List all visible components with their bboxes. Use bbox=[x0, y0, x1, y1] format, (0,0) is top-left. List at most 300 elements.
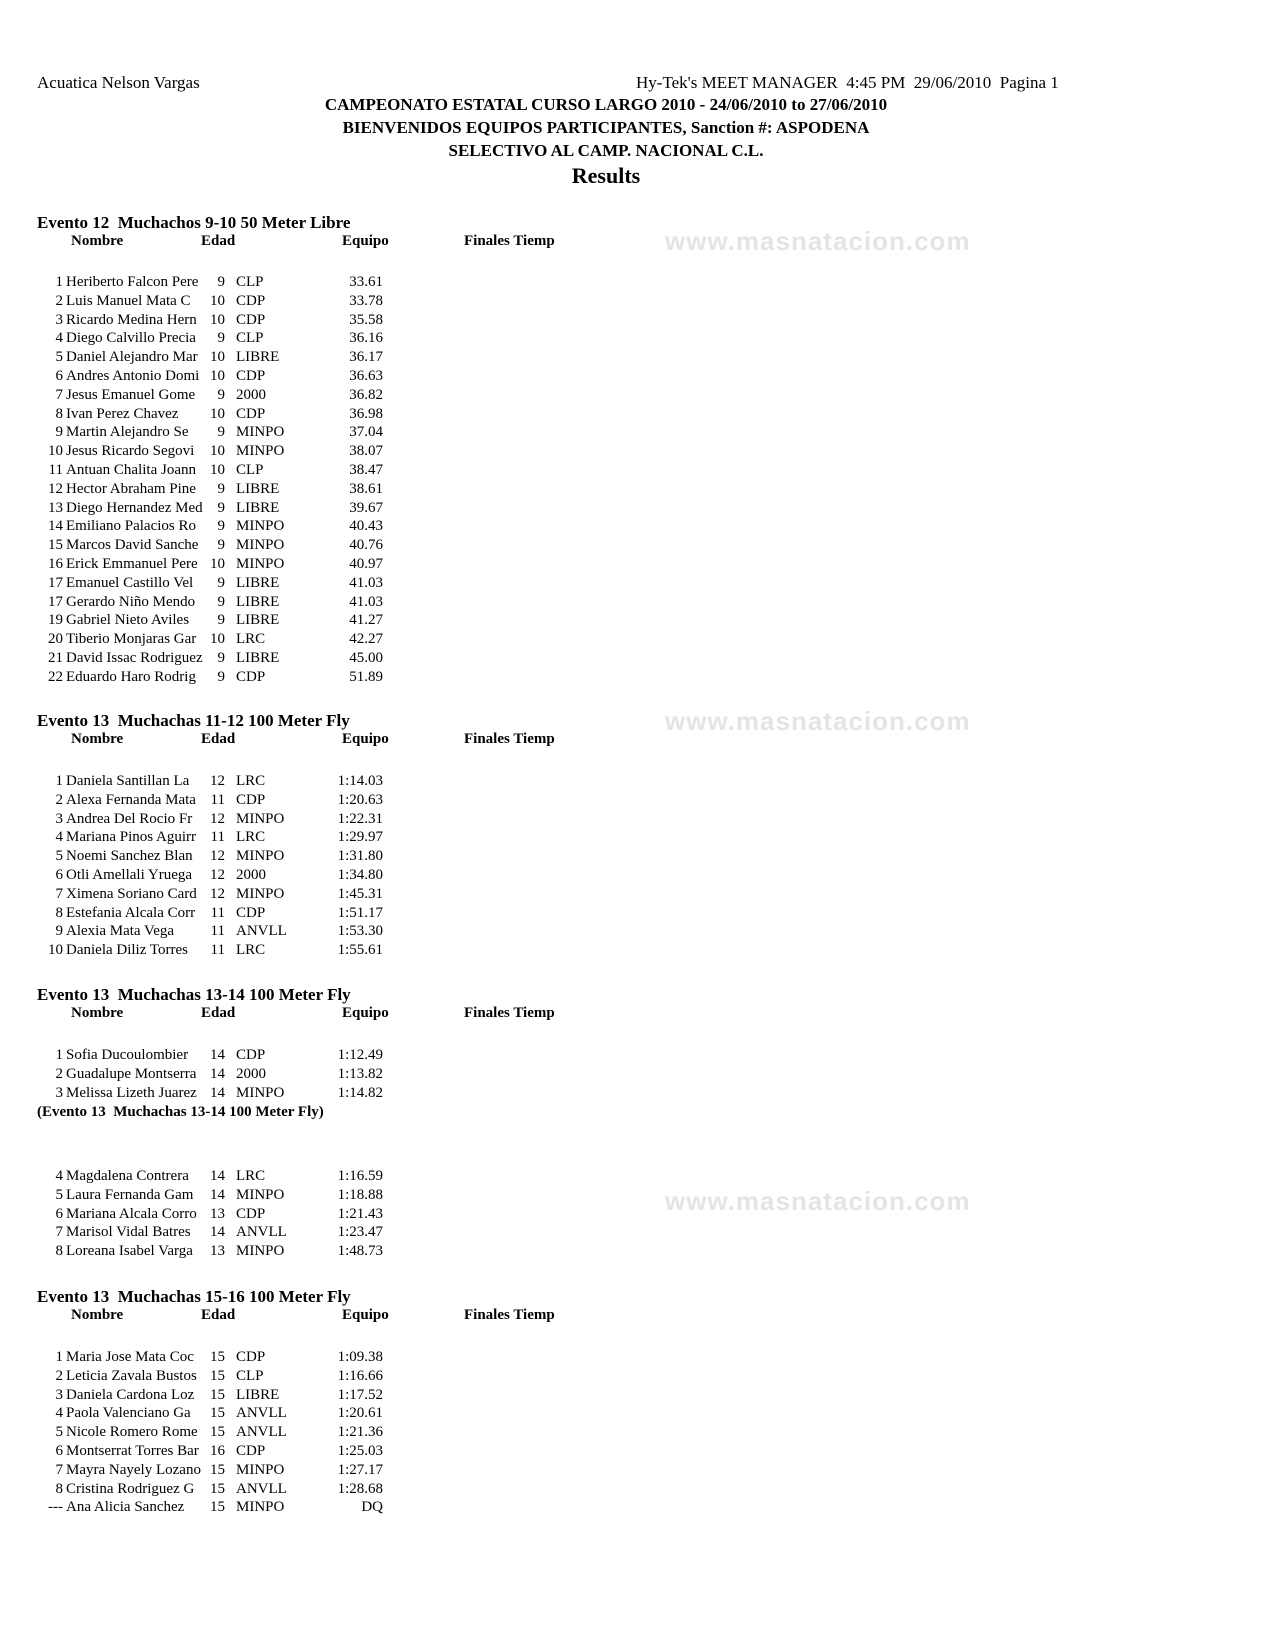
swimmer-name: Nicole Romero Rome bbox=[66, 1424, 198, 1441]
age: 11 bbox=[210, 791, 225, 808]
swimmer-name: Hector Abraham Pine bbox=[66, 480, 196, 497]
final-time: 36.82 bbox=[349, 386, 383, 403]
team: MINPO bbox=[236, 810, 285, 827]
table-row bbox=[0, 406, 420, 425]
column-header-team: Equipo bbox=[342, 1307, 389, 1323]
watermark: www.masnatacion.com bbox=[665, 706, 971, 736]
swimmer-name: Leticia Zavala Bustos bbox=[66, 1367, 197, 1384]
final-time: 1:21.36 bbox=[337, 1424, 383, 1441]
swimmer-name: Ximena Soriano Card bbox=[66, 885, 197, 902]
final-time: 1:55.61 bbox=[337, 942, 383, 959]
swimmer-name: Antuan Chalita Joann bbox=[66, 462, 196, 478]
team: MINPO bbox=[236, 848, 285, 865]
table-row bbox=[0, 424, 420, 443]
swimmer-name: Erick Emmanuel Pere bbox=[66, 556, 198, 572]
table-row bbox=[0, 1443, 420, 1462]
swimmer-name: Cristina Rodriguez G bbox=[66, 1480, 195, 1497]
page-title: Results bbox=[571, 163, 641, 188]
swimmer-name: Tiberio Monjaras Gar bbox=[66, 631, 197, 648]
swimmer-name: Daniela Cardona Loz bbox=[66, 1386, 195, 1403]
final-time: 36.16 bbox=[349, 330, 383, 347]
swimmer-name: Jesus Ricardo Segovi bbox=[66, 443, 195, 460]
team: CDP bbox=[236, 791, 266, 808]
swimmer-name: Mayra Nayely Lozano bbox=[66, 1461, 201, 1478]
swimmer-name: David Issac Rodriguez bbox=[66, 650, 203, 666]
swimmer-name: Daniela Diliz Torres bbox=[66, 942, 188, 959]
age: 10 bbox=[210, 556, 225, 572]
age: 9 bbox=[217, 330, 225, 347]
table-row bbox=[0, 905, 420, 924]
place: 3 bbox=[55, 1386, 63, 1403]
place: 3 bbox=[55, 1084, 63, 1101]
team: MINPO bbox=[236, 518, 285, 535]
team: CDP bbox=[236, 1349, 266, 1365]
final-time: 51.89 bbox=[349, 668, 383, 685]
table-row bbox=[0, 773, 420, 792]
table-row bbox=[0, 631, 420, 650]
team: LIBRE bbox=[236, 480, 280, 497]
team: MINPO bbox=[236, 1084, 285, 1101]
place: 4 bbox=[55, 1405, 63, 1422]
swimmer-name: Alexa Fernanda Mata bbox=[66, 791, 196, 808]
final-time: 40.43 bbox=[349, 518, 383, 535]
place: 6 bbox=[55, 1443, 63, 1459]
place: 15 bbox=[48, 537, 63, 554]
age: 10 bbox=[210, 292, 225, 309]
event-title: Evento 13 Muchachas 11-12 100 Meter Fly bbox=[37, 711, 350, 730]
age: 9 bbox=[217, 650, 225, 666]
final-time: 1:34.80 bbox=[337, 867, 383, 883]
team: MINPO bbox=[236, 424, 285, 441]
swimmer-name: Loreana Isabel Varga bbox=[66, 1243, 193, 1260]
table-row bbox=[0, 368, 420, 387]
column-header-age: Edad bbox=[201, 731, 236, 747]
team: CDP bbox=[236, 904, 266, 921]
final-time: 1:31.80 bbox=[337, 848, 383, 865]
place: 7 bbox=[55, 1461, 63, 1478]
swimmer-name: Martin Alejandro Se bbox=[66, 424, 189, 441]
swimmer-name: Laura Fernanda Gam bbox=[66, 1186, 194, 1203]
final-time: 42.27 bbox=[349, 631, 383, 648]
table-row bbox=[0, 274, 420, 293]
swimmer-name: Sofia Ducoulombier bbox=[66, 1047, 189, 1063]
final-time: 38.47 bbox=[349, 462, 383, 478]
meet-title: CAMPEONATO ESTATAL CURSO LARGO 2010 - 24/06/2010 to 27/06/2010 bbox=[324, 95, 888, 114]
final-time: 1:53.30 bbox=[337, 923, 383, 940]
place: --- bbox=[48, 1499, 63, 1516]
final-time: DQ bbox=[361, 1499, 383, 1516]
age: 10 bbox=[210, 631, 225, 648]
final-time: 40.76 bbox=[349, 537, 383, 554]
team: ANVLL bbox=[236, 1224, 287, 1241]
table-row bbox=[0, 1224, 420, 1243]
table-row bbox=[0, 594, 420, 613]
age: 15 bbox=[210, 1480, 225, 1497]
age: 10 bbox=[210, 462, 225, 478]
table-row bbox=[0, 1085, 420, 1104]
place: 7 bbox=[55, 386, 63, 403]
final-time: 1:48.73 bbox=[337, 1243, 383, 1260]
place: 5 bbox=[55, 349, 63, 366]
age: 10 bbox=[210, 349, 225, 366]
final-time: 1:23.47 bbox=[337, 1224, 383, 1241]
team: 2000 bbox=[236, 386, 266, 403]
final-time: 1:21.43 bbox=[337, 1205, 383, 1222]
age: 12 bbox=[210, 773, 225, 789]
table-row bbox=[0, 650, 420, 669]
table-row bbox=[0, 1387, 420, 1406]
watermark: www.masnatacion.com bbox=[665, 226, 971, 256]
final-time: 36.17 bbox=[349, 349, 383, 366]
column-header-team: Equipo bbox=[342, 1005, 389, 1021]
meet-note: SELECTIVO AL CAMP. NACIONAL C.L. bbox=[448, 141, 764, 160]
place: 9 bbox=[55, 424, 63, 441]
team: CDP bbox=[236, 292, 266, 309]
swimmer-name: Paola Valenciano Ga bbox=[66, 1405, 191, 1422]
place: 2 bbox=[55, 1367, 63, 1384]
table-row bbox=[0, 293, 420, 312]
age: 15 bbox=[210, 1499, 225, 1516]
table-row bbox=[0, 349, 420, 368]
final-time: 1:09.38 bbox=[337, 1349, 383, 1365]
team: CDP bbox=[236, 1443, 266, 1459]
final-time: 1:18.88 bbox=[337, 1186, 383, 1203]
swimmer-name: Eduardo Haro Rodrig bbox=[66, 668, 196, 685]
organization-name: Acuatica Nelson Vargas bbox=[37, 73, 200, 92]
column-header-time: Finales Tiemp bbox=[464, 731, 555, 747]
team: LRC bbox=[236, 1168, 266, 1184]
table-row bbox=[0, 1243, 420, 1262]
swimmer-name: Ricardo Medina Hern bbox=[66, 311, 197, 328]
team: CLP bbox=[236, 330, 264, 347]
age: 9 bbox=[217, 480, 225, 497]
team: CDP bbox=[236, 1047, 266, 1063]
column-header-time: Finales Tiemp bbox=[464, 233, 555, 249]
table-row bbox=[0, 1206, 420, 1225]
place: 7 bbox=[55, 885, 63, 902]
watermark: www.masnatacion.com bbox=[665, 1186, 971, 1216]
table-row bbox=[0, 1187, 420, 1206]
table-row bbox=[0, 669, 420, 688]
table-row bbox=[0, 1405, 420, 1424]
event-continued-label: (Evento 13 Muchachas 13-14 100 Meter Fly) bbox=[37, 1104, 324, 1120]
team: ANVLL bbox=[236, 1424, 287, 1441]
table-row bbox=[0, 575, 420, 594]
place: 7 bbox=[55, 1224, 63, 1241]
table-row bbox=[0, 829, 420, 848]
final-time: 1:45.31 bbox=[337, 885, 383, 902]
place: 8 bbox=[55, 1243, 63, 1260]
age: 13 bbox=[210, 1205, 225, 1222]
final-time: 1:29.97 bbox=[337, 829, 383, 846]
final-time: 38.61 bbox=[349, 480, 383, 497]
swimmer-name: Heriberto Falcon Pere bbox=[66, 274, 199, 290]
final-time: 36.63 bbox=[349, 368, 383, 384]
table-row bbox=[0, 923, 420, 942]
team: LIBRE bbox=[236, 593, 280, 610]
place: 8 bbox=[55, 405, 63, 422]
team: MINPO bbox=[236, 1186, 285, 1203]
final-time: 40.97 bbox=[349, 556, 383, 572]
final-time: 1:12.49 bbox=[337, 1047, 383, 1063]
team: LRC bbox=[236, 773, 266, 789]
final-time: 1:20.61 bbox=[337, 1405, 383, 1422]
swimmer-name: Ana Alicia Sanchez bbox=[66, 1499, 185, 1516]
place: 1 bbox=[55, 1047, 63, 1063]
swimmer-name: Jesus Emanuel Gome bbox=[66, 386, 196, 403]
swimmer-name: Andres Antonio Domi bbox=[66, 368, 200, 384]
age: 12 bbox=[210, 885, 225, 902]
place: 10 bbox=[48, 443, 63, 460]
table-row bbox=[0, 612, 420, 631]
age: 10 bbox=[210, 368, 225, 384]
team: MINPO bbox=[236, 1499, 285, 1516]
final-time: 1:17.52 bbox=[337, 1386, 383, 1403]
final-time: 35.58 bbox=[349, 311, 383, 328]
swimmer-name: Montserrat Torres Bar bbox=[66, 1443, 199, 1459]
final-time: 36.98 bbox=[349, 405, 383, 422]
final-time: 1:22.31 bbox=[337, 810, 383, 827]
age: 9 bbox=[217, 593, 225, 610]
table-row bbox=[0, 481, 420, 500]
swimmer-name: Marisol Vidal Batres bbox=[66, 1224, 191, 1241]
swimmer-name: Guadalupe Montserra bbox=[66, 1065, 197, 1082]
age: 9 bbox=[217, 574, 225, 591]
age: 11 bbox=[210, 923, 225, 940]
place: 20 bbox=[48, 631, 63, 648]
software-timestamp: Hy-Tek's MEET MANAGER 4:45 PM 29/06/2010 Pagina 1 bbox=[636, 73, 1059, 92]
place: 2 bbox=[55, 791, 63, 808]
table-row bbox=[0, 886, 420, 905]
place: 4 bbox=[55, 829, 63, 846]
place: 2 bbox=[55, 1065, 63, 1082]
team: LRC bbox=[236, 631, 266, 648]
table-row bbox=[0, 942, 420, 961]
swimmer-name: Estefania Alcala Corr bbox=[66, 904, 196, 921]
place: 22 bbox=[48, 668, 63, 685]
place: 12 bbox=[48, 480, 63, 497]
final-time: 1:51.17 bbox=[337, 904, 383, 921]
swimmer-name: Gerardo Niño Mendo bbox=[66, 593, 196, 610]
team: 2000 bbox=[236, 1065, 266, 1082]
age: 15 bbox=[210, 1405, 225, 1422]
final-time: 41.03 bbox=[349, 574, 383, 591]
table-row bbox=[0, 500, 420, 519]
place: 17 bbox=[48, 593, 63, 610]
team: MINPO bbox=[236, 537, 285, 554]
team: LRC bbox=[236, 829, 266, 846]
swimmer-name: Noemi Sanchez Blan bbox=[66, 848, 193, 865]
table-row bbox=[0, 1499, 420, 1518]
place: 3 bbox=[55, 311, 63, 328]
final-time: 1:25.03 bbox=[337, 1443, 383, 1459]
table-row bbox=[0, 312, 420, 331]
swimmer-name: Emiliano Palacios Ro bbox=[66, 518, 196, 535]
place: 4 bbox=[55, 330, 63, 347]
table-row bbox=[0, 1481, 420, 1500]
table-row bbox=[0, 1047, 420, 1066]
table-row bbox=[0, 556, 420, 575]
place: 2 bbox=[55, 292, 63, 309]
team: ANVLL bbox=[236, 923, 287, 940]
table-row bbox=[0, 443, 420, 462]
table-row bbox=[0, 387, 420, 406]
swimmer-name: Emanuel Castillo Vel bbox=[66, 574, 194, 591]
table-row bbox=[0, 1424, 420, 1443]
place: 6 bbox=[55, 368, 63, 384]
column-header-time: Finales Tiemp bbox=[464, 1005, 555, 1021]
age: 15 bbox=[210, 1386, 225, 1403]
team: MINPO bbox=[236, 885, 285, 902]
team: CDP bbox=[236, 405, 266, 422]
swimmer-name: Alexia Mata Vega bbox=[66, 923, 175, 940]
table-row bbox=[0, 330, 420, 349]
team: LRC bbox=[236, 942, 266, 959]
team: CDP bbox=[236, 668, 266, 685]
age: 14 bbox=[210, 1168, 225, 1184]
final-time: 39.67 bbox=[349, 499, 383, 516]
swimmer-name: Diego Calvillo Precia bbox=[66, 330, 196, 347]
age: 9 bbox=[217, 274, 225, 290]
age: 11 bbox=[210, 829, 225, 846]
age: 14 bbox=[210, 1084, 225, 1101]
final-time: 45.00 bbox=[349, 650, 383, 666]
age: 11 bbox=[210, 904, 225, 921]
team: LIBRE bbox=[236, 1386, 280, 1403]
column-header-age: Edad bbox=[201, 1307, 236, 1323]
column-header-team: Equipo bbox=[342, 731, 389, 747]
place: 8 bbox=[55, 904, 63, 921]
age: 14 bbox=[210, 1186, 225, 1203]
place: 5 bbox=[55, 848, 63, 865]
table-row bbox=[0, 811, 420, 830]
age: 9 bbox=[217, 668, 225, 685]
place: 8 bbox=[55, 1480, 63, 1497]
team: LIBRE bbox=[236, 650, 280, 666]
place: 9 bbox=[55, 923, 63, 940]
column-header-age: Edad bbox=[201, 233, 236, 249]
team: LIBRE bbox=[236, 499, 280, 516]
team: MINPO bbox=[236, 1243, 285, 1260]
table-row bbox=[0, 1462, 420, 1481]
table-row bbox=[0, 1066, 420, 1085]
final-time: 41.27 bbox=[349, 612, 383, 629]
final-time: 1:27.17 bbox=[337, 1461, 383, 1478]
column-header-name: Nombre bbox=[71, 233, 124, 249]
column-header-team: Equipo bbox=[342, 233, 389, 249]
swimmer-name: Melissa Lizeth Juarez bbox=[66, 1084, 197, 1101]
team: CLP bbox=[236, 1367, 264, 1384]
team: LIBRE bbox=[236, 574, 280, 591]
table-row bbox=[0, 1349, 420, 1368]
final-time: 33.61 bbox=[349, 274, 383, 290]
swimmer-name: Gabriel Nieto Aviles bbox=[66, 612, 190, 629]
place: 11 bbox=[48, 462, 63, 478]
team: CLP bbox=[236, 462, 264, 478]
age: 14 bbox=[210, 1224, 225, 1241]
table-row bbox=[0, 1368, 420, 1387]
place: 10 bbox=[48, 942, 63, 959]
age: 15 bbox=[210, 1461, 225, 1478]
column-header-name: Nombre bbox=[71, 1005, 124, 1021]
swimmer-name: Mariana Pinos Aguirr bbox=[66, 829, 196, 846]
table-row bbox=[0, 518, 420, 537]
team: ANVLL bbox=[236, 1480, 287, 1497]
place: 19 bbox=[48, 612, 63, 629]
swimmer-name: Mariana Alcala Corro bbox=[66, 1205, 197, 1222]
age: 15 bbox=[210, 1367, 225, 1384]
age: 9 bbox=[217, 386, 225, 403]
age: 16 bbox=[210, 1443, 225, 1459]
swimmer-name: Otli Amellali Yruega bbox=[66, 867, 193, 883]
final-time: 1:28.68 bbox=[337, 1480, 383, 1497]
column-header-time: Finales Tiemp bbox=[464, 1307, 555, 1323]
swimmer-name: Maria Jose Mata Coc bbox=[66, 1349, 194, 1365]
column-header-name: Nombre bbox=[71, 731, 124, 747]
age: 9 bbox=[217, 499, 225, 516]
team: MINPO bbox=[236, 443, 285, 460]
age: 14 bbox=[210, 1065, 225, 1082]
final-time: 38.07 bbox=[349, 443, 383, 460]
swimmer-name: Diego Hernandez Med bbox=[66, 499, 203, 516]
final-time: 1:16.66 bbox=[337, 1367, 383, 1384]
team: LIBRE bbox=[236, 349, 280, 366]
age: 15 bbox=[210, 1349, 225, 1365]
place: 6 bbox=[55, 1205, 63, 1222]
table-row bbox=[0, 462, 420, 481]
age: 13 bbox=[210, 1243, 225, 1260]
age: 9 bbox=[217, 518, 225, 535]
event-title: Evento 13 Muchachas 13-14 100 Meter Fly bbox=[37, 985, 351, 1004]
team: MINPO bbox=[236, 1461, 285, 1478]
swimmer-name: Magdalena Contrera bbox=[66, 1168, 189, 1184]
age: 10 bbox=[210, 443, 225, 460]
table-row bbox=[0, 867, 420, 886]
age: 14 bbox=[210, 1047, 225, 1063]
table-row bbox=[0, 848, 420, 867]
final-time: 1:13.82 bbox=[337, 1065, 383, 1082]
place: 13 bbox=[48, 499, 63, 516]
age: 10 bbox=[210, 311, 225, 328]
table-row bbox=[0, 537, 420, 556]
team: ANVLL bbox=[236, 1405, 287, 1422]
swimmer-name: Luis Manuel Mata C bbox=[66, 292, 191, 309]
swimmer-name: Ivan Perez Chavez bbox=[66, 405, 179, 422]
table-row bbox=[0, 1168, 420, 1187]
swimmer-name: Daniel Alejandro Mar bbox=[66, 349, 198, 366]
column-header-age: Edad bbox=[201, 1005, 236, 1021]
team: LIBRE bbox=[236, 612, 280, 629]
age: 9 bbox=[217, 537, 225, 554]
place: 14 bbox=[48, 518, 63, 535]
team: CDP bbox=[236, 1205, 266, 1222]
event-title: Evento 13 Muchachas 15-16 100 Meter Fly bbox=[37, 1287, 351, 1306]
final-time: 1:20.63 bbox=[337, 791, 383, 808]
swimmer-name: Marcos David Sanche bbox=[66, 537, 199, 554]
event-title: Evento 12 Muchachos 9-10 50 Meter Libre bbox=[37, 213, 351, 232]
final-time: 1:14.03 bbox=[337, 773, 383, 789]
place: 21 bbox=[48, 650, 63, 666]
final-time: 33.78 bbox=[349, 292, 383, 309]
meet-subtitle: BIENVENIDOS EQUIPOS PARTICIPANTES, Sanction #: ASPODENA bbox=[342, 118, 870, 137]
age: 15 bbox=[210, 1424, 225, 1441]
age: 12 bbox=[210, 810, 225, 827]
place: 1 bbox=[55, 773, 63, 789]
place: 1 bbox=[55, 1349, 63, 1365]
place: 5 bbox=[55, 1186, 63, 1203]
final-time: 1:14.82 bbox=[337, 1084, 383, 1101]
team: CDP bbox=[236, 368, 266, 384]
